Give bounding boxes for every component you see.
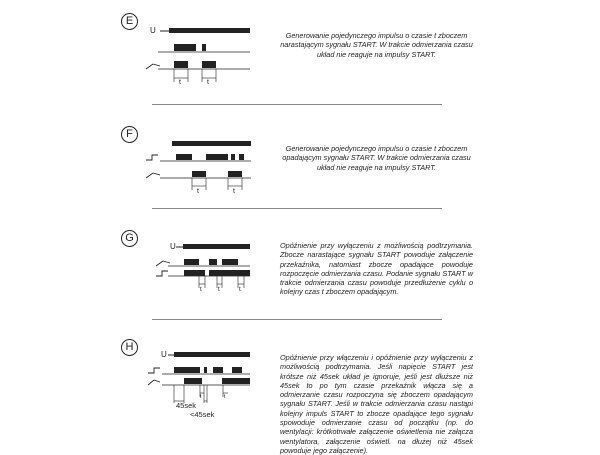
time-label-e-1: t <box>179 79 181 86</box>
time-label-g-1: t <box>200 286 202 293</box>
mode-badge-f: F <box>121 126 138 143</box>
output-pulse-g-1 <box>184 270 205 276</box>
pulse-icon <box>156 271 168 276</box>
divider <box>152 104 442 105</box>
mode-badge-g: G <box>121 230 138 247</box>
dimension-label-lt45sek: <45sek <box>190 410 215 419</box>
dimension-label-45sek: 45sek <box>176 401 197 410</box>
output-pulse-e-1 <box>174 61 188 68</box>
supply-label-g: U <box>170 242 176 251</box>
output-pulse-g-2 <box>209 270 250 276</box>
time-label-h-1: t <box>200 394 202 400</box>
output-pulse-h-2 <box>222 378 250 384</box>
description-e: Generowanie pojedynczego impulsu o czasie t zboczem narastającym sygnału START. W trakcie odmierzania czasu układ nie reaguje na impulsy START. <box>280 31 473 59</box>
supply-bar-e <box>169 28 250 33</box>
time-label-g-3: t <box>239 286 241 293</box>
start-pulse-h-1 <box>174 367 200 373</box>
description-g: Opóźnienie przy wyłączeniu z możliwością podtrzymania. Zbocze narastające sygnału START powoduje załączenie przekaźnika, natomiast zbocze opadające powoduje rozpoczęcie odmierzania czasu. Podanie sygnału START w trakcie odmierzania czasu powoduje przedłużenie cyklu o kolejny czas t zboczem opadającym. <box>280 241 473 297</box>
timing-diagram-f <box>136 134 266 214</box>
time-label-f-2: t <box>233 188 235 195</box>
start-pulse-f-2 <box>206 154 228 160</box>
mode-badge-h: H <box>121 339 138 356</box>
output-pulse-f-2 <box>228 171 242 177</box>
description-h: Opóźnienie przy włączeniu i opóźnienie przy wyłączeniu z możliwością podtrzymania. Jeśli napięcie START jest krótsze niż 45sek układ je ignoruje, jeśli jest dłuższe niż 45sek to po tym czasie przekaźnik włącza się a odmierzanie czasu rozpoczyna się zboczem opadającym sygnału START. Jeśli w trakcie odmierzania czasu nastąpi kolejny impuls START to zbocze opadające tego sygnału spowoduje odmierzanie czasu od początku (np. do wentylacji: krótkotrwałe załączenie oświetlenia nie załącza wentylatora, załączenie oświetl. na dłużej niż 45sek powoduje jego załączenie). <box>280 353 473 455</box>
supply-label-e: U <box>150 26 156 35</box>
supply-bar-h <box>174 352 250 357</box>
description-f: Generowanie pojedynczego impulsu o czasie t zboczem opadającym sygnału START. W trakcie odmierzania czasu układ nie reaguje na impulsy START. <box>282 144 471 172</box>
timing-diagram-g <box>136 238 266 318</box>
time-label-f-1: t <box>197 188 199 195</box>
switch-icon <box>146 173 160 178</box>
output-pulse-h-1 <box>184 378 202 384</box>
time-label-e-2: t <box>207 79 209 86</box>
switch-icon <box>148 380 160 385</box>
start-pulse-g-3 <box>222 259 238 265</box>
start-pulse-g-1 <box>184 259 199 265</box>
switch-icon <box>156 261 170 266</box>
output-pulse-e-2 <box>202 61 216 68</box>
start-pulse-e-1 <box>174 44 196 51</box>
pulse-icon <box>148 368 160 373</box>
time-label-h-2: t <box>224 394 226 400</box>
start-pulse-h-3 <box>213 367 223 373</box>
start-pulse-f-3 <box>231 154 235 160</box>
timing-diagram-e <box>136 22 266 102</box>
supply-label-h: U <box>161 350 167 359</box>
supply-bar-g <box>183 244 250 249</box>
start-pulse-g-2 <box>209 259 217 265</box>
start-pulse-f-4 <box>239 154 244 160</box>
mode-badge-e: E <box>121 13 138 30</box>
start-pulse-e-2 <box>202 44 206 51</box>
divider <box>152 208 442 209</box>
start-pulse-h-2 <box>204 367 207 373</box>
switch-icon <box>146 64 160 69</box>
output-pulse-f-1 <box>192 171 206 177</box>
time-label-g-2: t <box>218 286 220 293</box>
pulse-icon <box>146 155 158 160</box>
timing-diagram-h <box>136 345 266 435</box>
divider <box>152 319 442 320</box>
start-pulse-f-1 <box>176 154 192 160</box>
supply-bar-f <box>172 141 251 146</box>
start-pulse-h-4 <box>232 367 242 373</box>
